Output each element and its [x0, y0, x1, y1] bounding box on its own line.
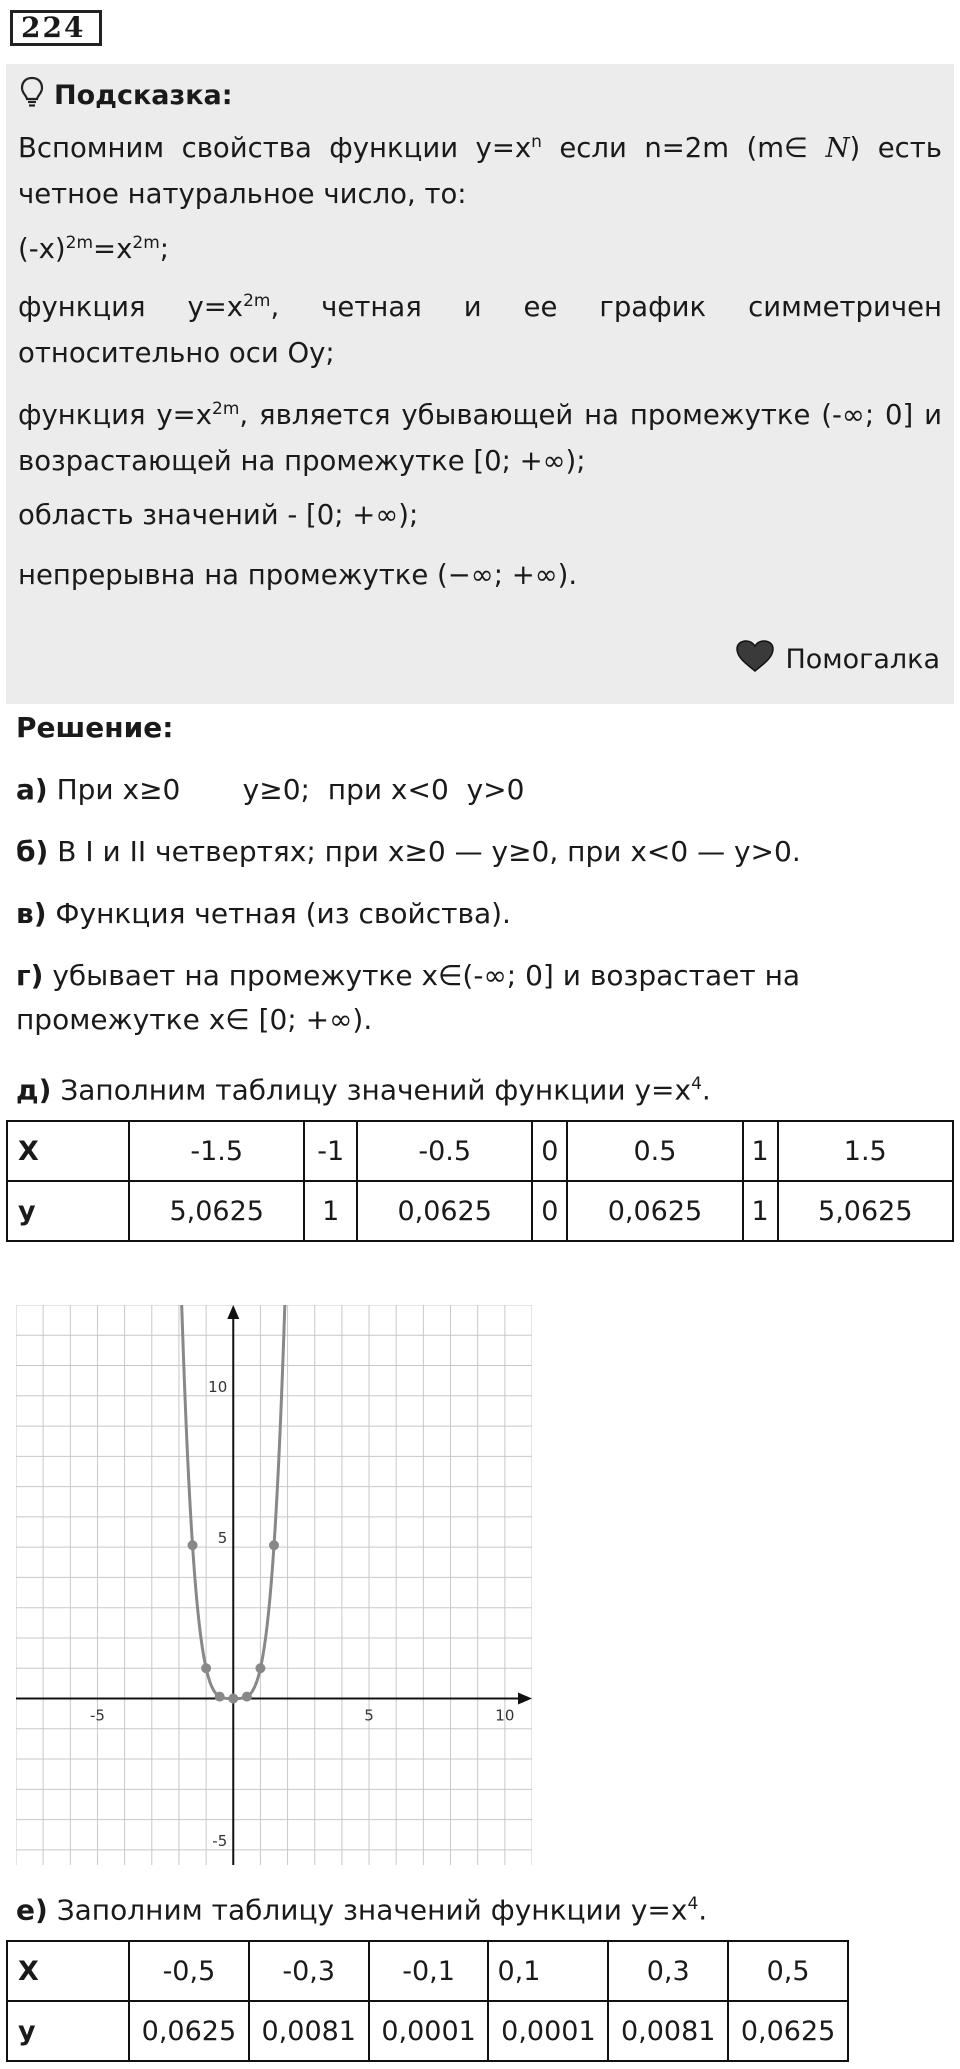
- table-cell: 0,0625: [728, 2001, 848, 2061]
- values-table-1: [6, 1120, 954, 1242]
- table-row: [7, 2001, 848, 2061]
- solution-item-d: д) Заполним таблицу значений функции $y=x^4$.: [16, 1073, 711, 1107]
- table-cell: 5,0625: [778, 1181, 953, 1241]
- table-cell: -1.5: [129, 1121, 304, 1181]
- data-point: [201, 1663, 211, 1673]
- table-row: [7, 1181, 953, 1241]
- lightbulb-icon: [20, 76, 44, 115]
- solution-title: Решение:: [16, 711, 174, 744]
- table-cell: 0: [532, 1121, 567, 1181]
- solution-item-b: б) В I и II четвертях; при x≥0 — y≥0, при x<0 — y>0.: [16, 835, 801, 868]
- solution-item-a: а) При x≥0 y≥0; при x<0 y>0: [16, 773, 525, 806]
- table-cell: 0,0625: [357, 1181, 532, 1241]
- table-cell: y: [7, 2001, 129, 2061]
- table-cell: 0,0001: [369, 2001, 489, 2061]
- hint-paragraph-1: Вспомним свойства функции $y=x^n$ если n=2m (m∈ N) есть четное натуральное число, то:: [18, 132, 942, 211]
- data-point: [188, 1540, 198, 1550]
- hint-paragraph-6: непрерывна на промежутке (−∞; +∞).: [18, 559, 578, 591]
- data-point: [228, 1694, 238, 1704]
- y-tick-label: 5: [217, 1529, 228, 1548]
- table-cell: 1: [304, 1181, 357, 1241]
- table-cell: 0: [532, 1181, 567, 1241]
- solution-item-v: в) Функция четная (из свойства).: [16, 897, 511, 930]
- hint-title: Подсказка:: [54, 80, 233, 111]
- hint-paragraph-3: функция $y=x^{2m}$, четная и ее график симметричен относительно оси Оy;: [18, 291, 942, 370]
- hint-paragraph-5: область значений - [0; +∞);: [18, 499, 419, 531]
- hint-paragraph-2: $(-x)^{2m}=x^{2m}$;: [18, 233, 170, 266]
- table-cell: -0.5: [357, 1121, 532, 1181]
- x-tick-label: 10: [495, 1706, 515, 1725]
- hint-paragraph-4: функция $y=x^{2m}$, является убывающей на промежутке (-∞; 0] и возрастающей на промежутке [0; +∞);: [18, 399, 942, 478]
- x-tick-label: -5: [89, 1706, 105, 1725]
- values-table-2: [6, 1940, 849, 2062]
- table-cell: 0.5: [567, 1121, 742, 1181]
- solution-item-g: г) убывает на промежутке x∈(-∞; 0] и возрастает на промежутке x∈ [0; +∞).: [16, 959, 801, 1036]
- table-cell: -1: [304, 1121, 357, 1181]
- table-cell: 1: [743, 1121, 778, 1181]
- table-cell: 5,0625: [129, 1181, 304, 1241]
- data-point: [255, 1663, 265, 1673]
- table-cell: -0,5: [129, 1941, 249, 2001]
- solution-item-e: е) Заполним таблицу значений функции $y=x^4$.: [16, 1893, 708, 1927]
- brand-link[interactable]: [735, 639, 940, 680]
- table-cell: 0,0001: [488, 2001, 608, 2061]
- table-cell: -0,3: [249, 1941, 369, 2001]
- table-row: [7, 1941, 848, 2001]
- data-point: [215, 1692, 225, 1702]
- heart-icon: [735, 639, 775, 680]
- hint-heading: [20, 76, 233, 115]
- table-cell: -0,1: [369, 1941, 489, 2001]
- table-cell: 0,1: [488, 1941, 608, 2001]
- table-cell: 0,0081: [249, 2001, 369, 2061]
- table-cell: X: [7, 1121, 129, 1181]
- table-cell: 1.5: [778, 1121, 953, 1181]
- x-axis-arrow: [518, 1693, 532, 1705]
- table-row: [7, 1121, 953, 1181]
- x-tick-label: 5: [364, 1706, 374, 1725]
- function-graph: [16, 1305, 532, 1865]
- brand-label: Помогалка: [785, 644, 940, 675]
- table-cell: 0,0625: [129, 2001, 249, 2061]
- table-cell: 0,5: [728, 1941, 848, 2001]
- table-cell: 0,0081: [608, 2001, 728, 2061]
- y-tick-label: 10: [208, 1377, 228, 1396]
- data-point: [242, 1692, 252, 1702]
- table-cell: 0,3: [608, 1941, 728, 2001]
- problem-number: 224: [10, 10, 102, 46]
- table-cell: 0,0625: [567, 1181, 742, 1241]
- table-cell: X: [7, 1941, 129, 2001]
- table-cell: 1: [743, 1181, 778, 1241]
- y-tick-label: -5: [212, 1831, 228, 1850]
- data-point: [269, 1540, 279, 1550]
- y-axis-arrow: [227, 1305, 239, 1319]
- table-cell: y: [7, 1181, 129, 1241]
- hint-panel: [6, 64, 954, 704]
